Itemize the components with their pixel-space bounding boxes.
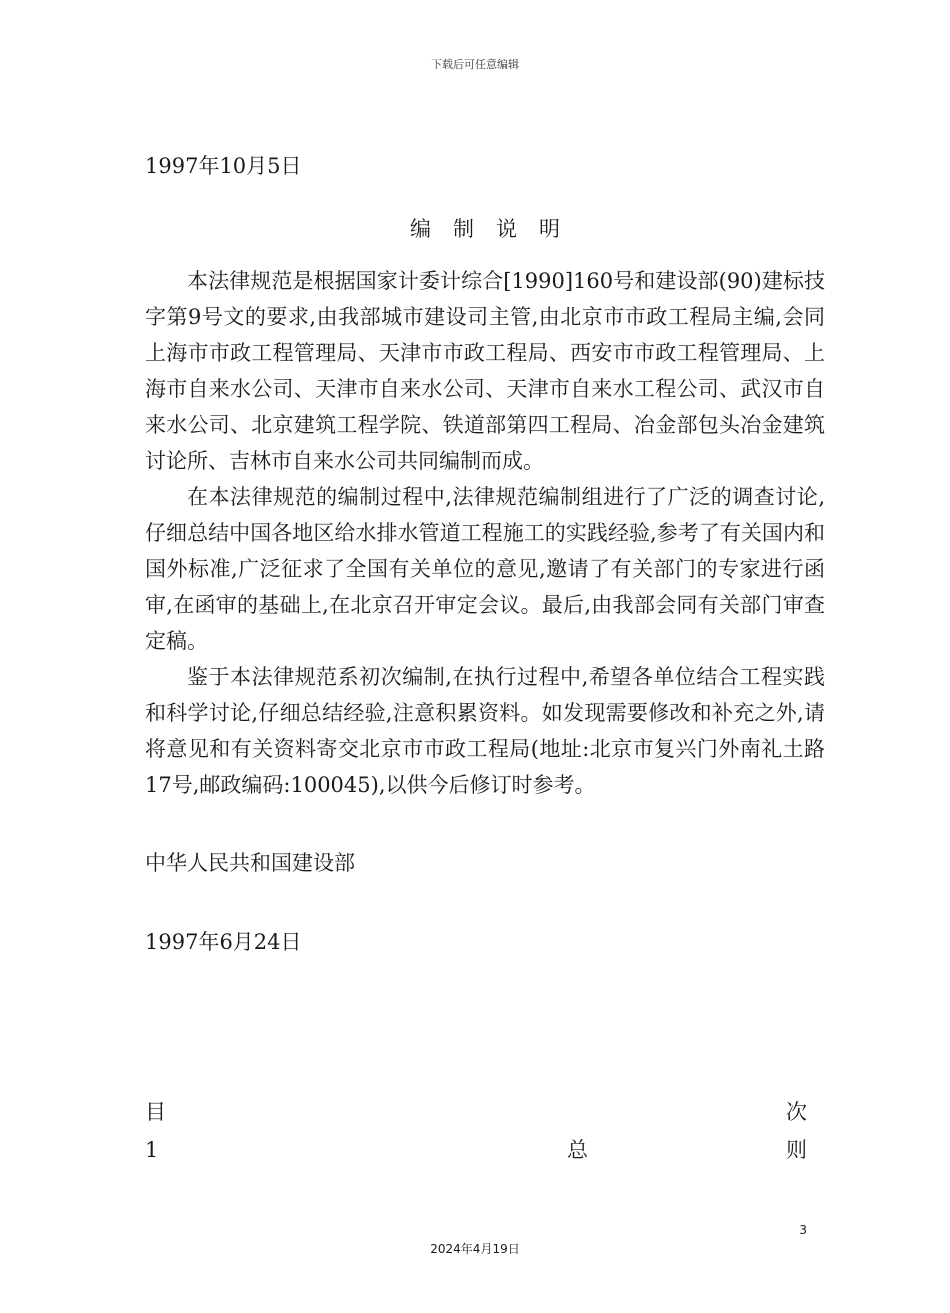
issuer: 中华人民共和国建设部: [145, 851, 355, 875]
document-date-bottom: 1997年6月24日: [145, 930, 302, 954]
document-date-top: 1997年10月5日: [145, 154, 302, 178]
toc-entry-title-part-1: 总: [567, 1138, 588, 1162]
toc-entry-number: 1: [145, 1138, 159, 1162]
page-number: 3: [799, 1223, 807, 1237]
paragraph-2: 在本法律规范的编制过程中,法律规范编制组进行了广泛的调查讨论,仔细总结中国各地区给水排水管道工程施工的实践经验,参考了有关国内和国外标准,广泛征求了全国有关单位的意见,邀请了有关部门的专家进行函审,在函审的基础上,在北京召开审定会议。最后,由我部会同有关部门审查定稿。: [145, 485, 825, 653]
toc-heading: [145, 1094, 807, 1130]
document-body: [145, 148, 825, 960]
toc-heading-right: 次: [786, 1100, 807, 1124]
document-title: 编制说明: [410, 217, 582, 241]
paragraph-3: 鉴于本法律规范系初次编制,在执行过程中,希望各单位结合工程实践和科学讨论,仔细总结经验,注意积累资料。如发现需要修改和补充之外,请将意见和有关资料寄交北京市市政工程局(地址:北京市复兴门外南礼土路17号,邮政编码:100045),以供今后修订时参考。: [145, 665, 825, 797]
toc-entry-title-part-2: 则: [786, 1138, 807, 1162]
footer-date: 2024年4月19日: [430, 1242, 520, 1256]
toc-heading-left: 目: [145, 1100, 166, 1124]
toc-entry: [145, 1132, 807, 1168]
paragraph-1: 本法律规范是根据国家计委计综合[1990]160号和建设部(90)建标技字第9号文的要求,由我部城市建设司主管,由北京市市政工程局主编,会同上海市市政工程管理局、天津市市政工程局、西安市市政工程管理局、上海市自来水公司、天津市自来水公司、天津市自来水工程公司、武汉市自来水公司、北京建筑工程学院、铁道部第四工程局、冶金部包头冶金建筑讨论所、吉林市自来水公司共同编制而成。: [145, 269, 825, 473]
header-note: 下载后可任意编辑: [431, 58, 519, 71]
